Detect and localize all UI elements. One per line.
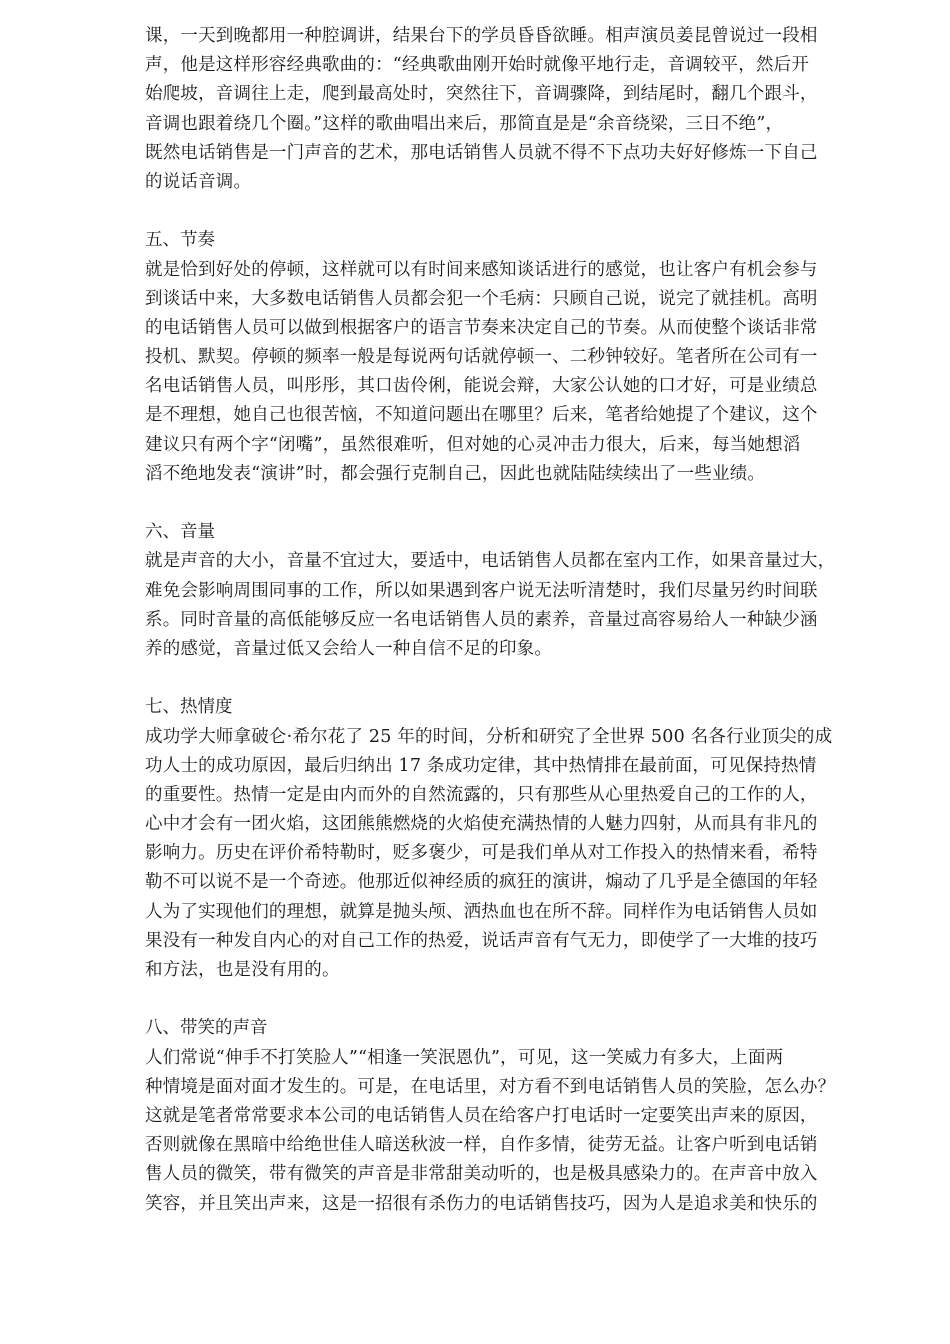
text-line: 勒不可以说不是一个奇迹。他那近似神经质的疯狂的演讲，煽动了几乎是全德国的年轻 [145,872,818,893]
text-line: 果没有一种发自内心的对自己工作的热爱，说话声音有气无力，即使学了一大堆的技巧 [145,930,818,951]
text-line: 种情境是面对面才发生的。可是，在电话里，对方看不到电话销售人员的笑脸，怎么办？ [145,1076,836,1097]
text-line: 的说话音调。 [145,171,252,192]
text-line: 既然电话销售是一门声音的艺术，那电话销售人员就不得不下点功夫好好修炼一下自己 [145,142,818,163]
paragraph-spacer [145,489,885,518]
paragraph-spacer [145,197,885,226]
text-line: 音调也跟着绕几个圈。”这样的歌曲唱出来后，那简直是是“余音绕梁，三日不绝”， [145,113,784,134]
text-line: 是不理想，她自己也很苦恼，不知道问题出在哪里？后来，笔者给她提了个建议，这个 [145,405,818,426]
section-heading: 七、热情度 [145,697,233,718]
text-line: 成功学大师拿破仑·希尔花了 25 年的时间，分析和研究了全世界 500 名各行业顶尖的成 [145,726,833,747]
text-line: 功人士的成功原因，最后归纳出 17 条成功定律，其中热情排在最前面，可见保持热情 [145,755,817,776]
text-line: 人为了实现他们的理想，就算是抛头颅、洒热血也在所不辞。同样作为电话销售人员如 [145,901,818,922]
section-heading: 六、音量 [145,522,215,543]
paragraph-spacer [145,985,885,1014]
text-line: 影响力。历史在评价希特勒时，贬多褒少，可是我们单从对工作投入的热情来看，希特 [145,843,818,864]
text-line: 系。同时音量的高低能够反应一名电话销售人员的素养，音量过高容易给人一种缺少涵 [145,609,818,630]
intro-paragraph [145,22,885,197]
text-line: 难免会影响周围同事的工作，所以如果遇到客户说无法听清楚时，我们尽量另约时间联 [145,580,818,601]
text-line: 到谈话中来，大多数电话销售人员都会犯一个毛病：只顾自己说，说完了就挂机。高明 [145,288,818,309]
text-line: 就是恰到好处的停顿，这样就可以有时间来感知谈话进行的感觉，也让客户有机会参与 [145,259,818,280]
text-line: 建议只有两个字“闭嘴”，虽然很难听，但对她的心灵冲击力很大，后来，每当她想滔 [145,434,801,455]
document-page [145,22,885,1219]
section-heading: 八、带笑的声音 [145,1018,268,1039]
section-enthusiasm [145,693,885,985]
text-line: 这就是笔者常常要求本公司的电话销售人员在给客户打电话时一定要笑出声来的原因， [145,1105,818,1126]
paragraph-spacer [145,664,885,693]
text-line: 养的感觉，音量过低又会给人一种自信不足的印象。 [145,638,553,659]
section-volume [145,518,885,664]
section-rhythm [145,226,885,489]
text-line: 声，他是这样形容经典歌曲的：“经典歌曲刚开始时就像平地行走，音调较平，然后开 [145,55,810,76]
text-line: 始爬坡，音调往上走，爬到最高处时，突然往下，音调骤降，到结尾时，翻几个跟斗， [145,84,818,105]
text-line: 售人员的微笑，带有微笑的声音是非常甜美动听的，也是极具感染力的。在声音中放入 [145,1164,818,1185]
section-heading: 五、节奏 [145,230,215,251]
text-line: 名电话销售人员，叫彤彤，其口齿伶俐，能说会辩，大家公认她的口才好，可是业绩总 [145,376,818,397]
text-line: 和方法，也是没有用的。 [145,960,340,980]
text-line: 就是声音的大小，音量不宜过大，要适中，电话销售人员都在室内工作，如果音量过大， [145,551,836,572]
text-line: 心中才会有一团火焰，这团熊熊燃烧的火焰使充满热情的人魅力四射，从而具有非凡的 [145,814,818,835]
text-line: 课，一天到晚都用一种腔调讲，结果台下的学员昏昏欲睡。相声演员姜昆曾说过一段相 [145,26,818,46]
text-line: 否则就像在黑暗中给绝世佳人暗送秋波一样，自作多情，徒劳无益。让客户听到电话销 [145,1135,818,1156]
text-line: 人们常说“伸手不打笑脸人”“相逢一笑泯恩仇”，可见，这一笑威力有多大，上面两 [145,1047,784,1068]
text-line: 笑容，并且笑出声来，这是一招很有杀伤力的电话销售技巧，因为人是追求美和快乐的 [145,1193,818,1214]
text-line: 的重要性。热情一定是由内而外的自然流露的，只有那些从心里热爱自己的工作的人， [145,784,818,805]
text-line: 滔不绝地发表“演讲”时，都会强行克制自己，因此也就陆陆续续出了一些业绩。 [145,463,766,484]
section-smiling-voice [145,1014,885,1218]
text-line: 的电话销售人员可以做到根据客户的语言节奏来决定自己的节奏。从而使整个谈话非常 [145,317,818,338]
text-line: 投机、默契。停顿的频率一般是每说两句话就停顿一、二秒钟较好。笔者所在公司有一 [145,347,818,368]
